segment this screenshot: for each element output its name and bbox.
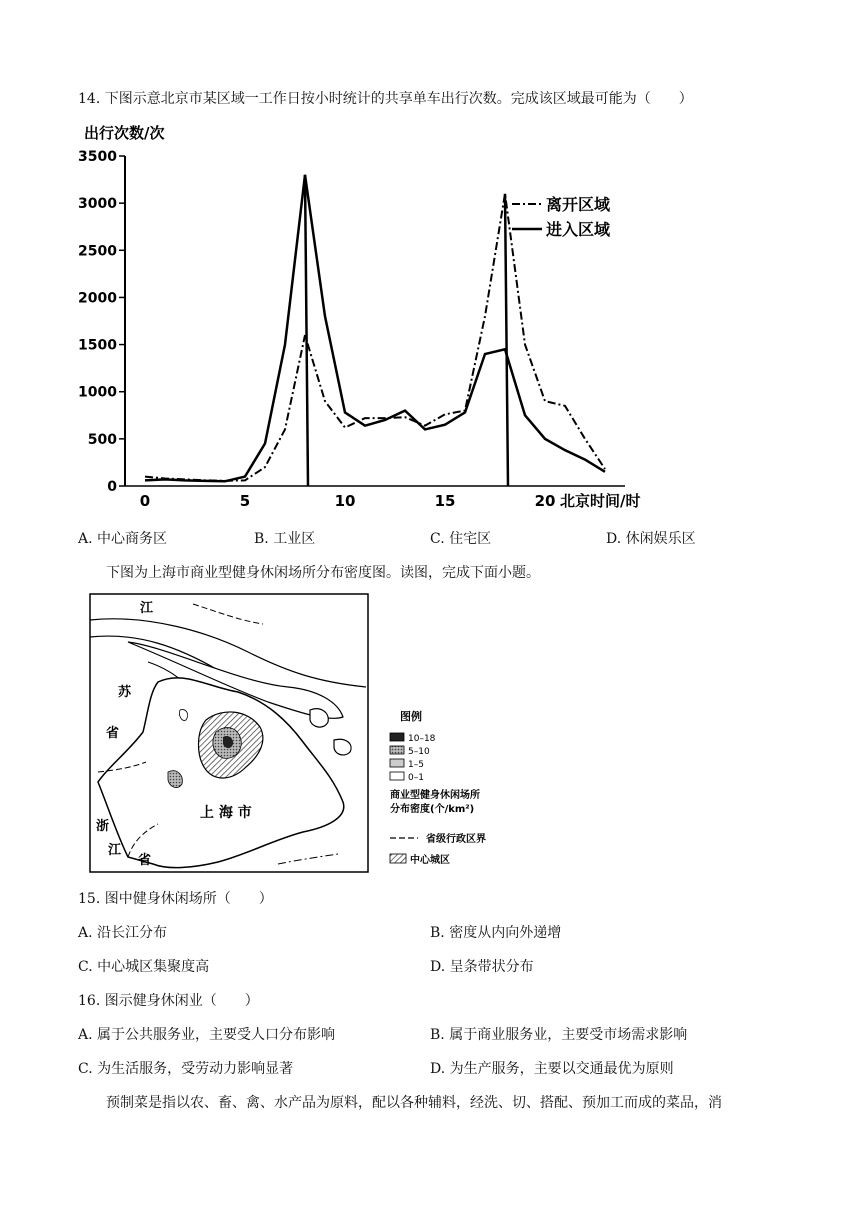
- y-tick-label: 3500: [78, 149, 117, 165]
- legend-label-0-1: 0–1: [408, 773, 424, 783]
- q16-option-c[interactable]: C. 为生活服务，受劳动力影响显著: [78, 1061, 294, 1077]
- legend-swatch-10-18: [390, 733, 404, 741]
- q14-stem: 14. 下图示意北京市某区域一工作日按小时统计的共享单车出行次数。完成该区域最可能为（ ）: [78, 91, 693, 107]
- legend-note-1: 商业型健身休闲场所: [390, 790, 480, 801]
- y-tick-label: 0: [107, 479, 117, 495]
- q16-option-a[interactable]: A. 属于公共服务业，主要受人口分布影响: [78, 1027, 336, 1043]
- province-boundary-north: [193, 604, 263, 624]
- map-legend-title: 图例: [400, 710, 422, 723]
- y-axis-label: 出行次数/次: [84, 124, 165, 142]
- q14-option-b[interactable]: B. 工业区: [254, 531, 316, 547]
- legend-swatch-5-10: [390, 746, 404, 754]
- q14-option-d[interactable]: D. 休闲娱乐区: [606, 531, 696, 547]
- legend-boundary-label: 省级行政区界: [426, 834, 486, 845]
- legend-swatch-1-5: [390, 759, 404, 767]
- sea-boundary: [278, 854, 338, 864]
- q15-option-a[interactable]: A. 沿长江分布: [78, 925, 168, 941]
- shanghai-density-map: [88, 592, 508, 877]
- x-tick-label: 10: [334, 492, 356, 510]
- series-line-enter: [145, 175, 605, 481]
- ride-chart-svg: [70, 118, 690, 518]
- x-tick-label: 20: [534, 492, 556, 510]
- label-su: 苏: [118, 685, 132, 700]
- y-tick-label: 3000: [78, 196, 117, 213]
- legend-label-leave: 离开区域: [546, 195, 611, 214]
- label-sheng2: 省: [138, 853, 152, 868]
- y-ticks: [78, 149, 125, 495]
- label-shanghai: 上 海 市: [200, 805, 252, 821]
- q15-option-c[interactable]: C. 中心城区集聚度高: [78, 959, 210, 975]
- label-jiang2: 江: [108, 843, 122, 858]
- legend-center-swatch: [390, 854, 406, 863]
- chart-legend: [512, 195, 611, 239]
- legend-note-2: 分布密度(个/km²): [390, 804, 475, 815]
- label-zhe: 浙: [96, 819, 110, 834]
- legend-label-10-18: 10–18: [408, 734, 436, 744]
- legend-label-enter: 进入区域: [546, 220, 611, 239]
- q16-stem: 16. 图示健身休闲业（ ）: [78, 993, 259, 1009]
- legend-swatch-0-1: [390, 772, 404, 780]
- y-tick-label: 2500: [78, 243, 117, 260]
- ride-chart: [70, 118, 690, 518]
- x-tick-label: 15: [434, 492, 456, 510]
- q16-option-d[interactable]: D. 为生产服务，主要以交通最优为原则: [430, 1061, 674, 1077]
- q15-option-d[interactable]: D. 呈条带状分布: [430, 959, 534, 975]
- x-ticks: [140, 492, 556, 510]
- map-intro: 下图为上海市商业型健身休闲场所分布密度图。读图，完成下面小题。: [106, 565, 540, 581]
- tail-paragraph: 预制菜是指以农、畜、禽、水产品为原料，配以各种辅料，经洗、切、搭配、预加工而成的菜品，消: [106, 1095, 722, 1111]
- peak-drop-line: [505, 194, 508, 486]
- q14-option-c[interactable]: C. 住宅区: [430, 531, 492, 547]
- peak-drop-line: [305, 175, 308, 486]
- q15-option-b[interactable]: B. 密度从内向外递增: [430, 925, 562, 941]
- q16-option-b[interactable]: B. 属于商业服务业，主要受市场需求影响: [430, 1027, 688, 1043]
- map-svg: [88, 592, 508, 877]
- q15-stem: 15. 图中健身休闲场所（ ）: [78, 891, 273, 907]
- x-tick-label: 5: [239, 492, 251, 510]
- label-jiang: 江: [140, 601, 154, 616]
- y-tick-label: 1500: [78, 337, 117, 354]
- y-tick-label: 500: [87, 431, 117, 448]
- island-2: [334, 739, 351, 755]
- x-tick-label: 0: [139, 492, 151, 510]
- series-group: [145, 175, 605, 486]
- legend-center-label: 中心城区: [410, 855, 450, 866]
- y-tick-label: 2000: [78, 290, 117, 307]
- label-sheng: 省: [106, 726, 120, 741]
- x-axis-label: 北京时间/时: [560, 492, 641, 510]
- legend-label-1-5: 1–5: [408, 760, 424, 770]
- y-tick-label: 1000: [78, 384, 117, 401]
- series-line-leave: [145, 194, 605, 481]
- q14-option-a[interactable]: A. 中心商务区: [78, 531, 168, 547]
- legend-label-5-10: 5–10: [408, 747, 430, 757]
